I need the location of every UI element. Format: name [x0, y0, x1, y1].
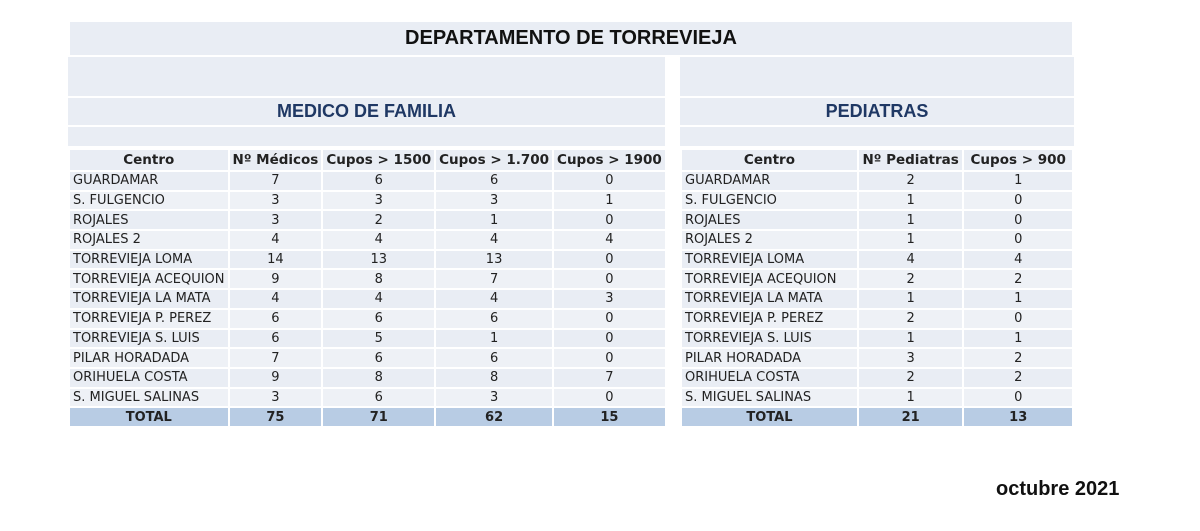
- value-cell: 0: [963, 191, 1073, 211]
- value-cell: 6: [229, 309, 323, 329]
- value-cell: 3: [229, 191, 323, 211]
- column-header: Centro: [681, 149, 858, 171]
- centro-cell: S. MIGUEL SALINAS: [681, 388, 858, 408]
- table-row: [69, 191, 666, 211]
- table-row: [681, 329, 1073, 349]
- value-cell: 0: [963, 210, 1073, 230]
- table-row: [69, 171, 666, 191]
- table-row: [681, 309, 1073, 329]
- value-cell: 3: [435, 388, 553, 408]
- table-row: [681, 191, 1073, 211]
- value-cell: 14: [229, 250, 323, 270]
- centro-cell: ROJALES: [69, 210, 229, 230]
- value-cell: 0: [553, 388, 666, 408]
- centro-cell: TOTAL: [681, 407, 858, 427]
- spacer: [680, 57, 1074, 98]
- department-title: DEPARTAMENTO DE TORREVIEJA: [70, 22, 1072, 57]
- value-cell: 4: [963, 250, 1073, 270]
- total-row: [69, 407, 666, 427]
- centro-cell: TORREVIEJA S. LUIS: [69, 329, 229, 349]
- centro-cell: ROJALES 2: [69, 230, 229, 250]
- value-cell: 1: [963, 171, 1073, 191]
- centro-cell: TORREVIEJA ACEQUION: [69, 269, 229, 289]
- value-cell: 2: [963, 348, 1073, 368]
- table-row: [681, 230, 1073, 250]
- table-row: [69, 269, 666, 289]
- value-cell: 8: [322, 269, 435, 289]
- table-row: [69, 210, 666, 230]
- table-row: [681, 289, 1073, 309]
- table-row: [681, 269, 1073, 289]
- value-cell: 0: [553, 309, 666, 329]
- value-cell: 2: [963, 368, 1073, 388]
- spacer: [68, 127, 665, 148]
- value-cell: 6: [435, 348, 553, 368]
- value-cell: 6: [435, 171, 553, 191]
- value-cell: 1: [858, 191, 964, 211]
- value-cell: 4: [322, 289, 435, 309]
- value-cell: 9: [229, 368, 323, 388]
- value-cell: 3: [229, 210, 323, 230]
- medico-table: [68, 148, 667, 428]
- value-cell: 7: [435, 269, 553, 289]
- value-cell: 2: [858, 309, 964, 329]
- value-cell: 3: [322, 191, 435, 211]
- table-row: [681, 171, 1073, 191]
- value-cell: 7: [229, 348, 323, 368]
- value-cell: 75: [229, 407, 323, 427]
- value-cell: 3: [553, 289, 666, 309]
- value-cell: 0: [963, 309, 1073, 329]
- centro-cell: TORREVIEJA LOMA: [681, 250, 858, 270]
- column-header: Centro: [69, 149, 229, 171]
- value-cell: 7: [553, 368, 666, 388]
- value-cell: 6: [322, 309, 435, 329]
- centro-cell: PILAR HORADADA: [681, 348, 858, 368]
- value-cell: 1: [858, 329, 964, 349]
- value-cell: 6: [229, 329, 323, 349]
- value-cell: 1: [963, 329, 1073, 349]
- centro-cell: TOTAL: [69, 407, 229, 427]
- value-cell: 0: [553, 269, 666, 289]
- table-row: [69, 329, 666, 349]
- column-header: Nº Pediatras: [858, 149, 964, 171]
- centro-cell: TORREVIEJA LA MATA: [681, 289, 858, 309]
- pediatras-panel: [680, 57, 1074, 428]
- medico-section-title: MEDICO DE FAMILIA: [68, 98, 665, 127]
- pediatras-section-title: PEDIATRAS: [680, 98, 1074, 127]
- centro-cell: ORIHUELA COSTA: [681, 368, 858, 388]
- centro-cell: TORREVIEJA LOMA: [69, 250, 229, 270]
- value-cell: 2: [858, 269, 964, 289]
- pediatras-table: [680, 148, 1074, 428]
- table-row: [681, 388, 1073, 408]
- table-row: [69, 388, 666, 408]
- value-cell: 2: [858, 171, 964, 191]
- table-row: [681, 368, 1073, 388]
- value-cell: 7: [229, 171, 323, 191]
- value-cell: 8: [322, 368, 435, 388]
- table-row: [69, 368, 666, 388]
- value-cell: 13: [435, 250, 553, 270]
- value-cell: 4: [435, 289, 553, 309]
- value-cell: 6: [322, 171, 435, 191]
- value-cell: 0: [553, 171, 666, 191]
- value-cell: 2: [858, 368, 964, 388]
- value-cell: 1: [553, 191, 666, 211]
- value-cell: 6: [435, 309, 553, 329]
- value-cell: 3: [435, 191, 553, 211]
- header-row: [69, 149, 666, 171]
- centro-cell: ROJALES 2: [681, 230, 858, 250]
- centro-cell: TORREVIEJA LA MATA: [69, 289, 229, 309]
- centro-cell: GUARDAMAR: [681, 171, 858, 191]
- value-cell: 71: [322, 407, 435, 427]
- centro-cell: ORIHUELA COSTA: [69, 368, 229, 388]
- value-cell: 1: [435, 210, 553, 230]
- value-cell: 3: [229, 388, 323, 408]
- centro-cell: ROJALES: [681, 210, 858, 230]
- value-cell: 4: [435, 230, 553, 250]
- value-cell: 13: [322, 250, 435, 270]
- value-cell: 0: [963, 230, 1073, 250]
- table-row: [681, 348, 1073, 368]
- table-row: [69, 348, 666, 368]
- centro-cell: TORREVIEJA S. LUIS: [681, 329, 858, 349]
- spacer: [680, 127, 1074, 148]
- value-cell: 0: [553, 210, 666, 230]
- value-cell: 4: [229, 230, 323, 250]
- centro-cell: GUARDAMAR: [69, 171, 229, 191]
- value-cell: 15: [553, 407, 666, 427]
- table-row: [681, 210, 1073, 230]
- medico-familia-panel: [68, 57, 665, 428]
- centro-cell: TORREVIEJA ACEQUION: [681, 269, 858, 289]
- column-header: Cupos > 1500: [322, 149, 435, 171]
- value-cell: 6: [322, 348, 435, 368]
- spacer: [68, 57, 665, 98]
- footer-date: octubre 2021: [996, 478, 1120, 500]
- table-row: [69, 309, 666, 329]
- value-cell: 8: [435, 368, 553, 388]
- value-cell: 21: [858, 407, 964, 427]
- column-header: Cupos > 1.700: [435, 149, 553, 171]
- value-cell: 1: [963, 289, 1073, 309]
- total-row: [681, 407, 1073, 427]
- value-cell: 1: [858, 289, 964, 309]
- centro-cell: PILAR HORADADA: [69, 348, 229, 368]
- value-cell: 2: [963, 269, 1073, 289]
- table-row: [681, 250, 1073, 270]
- table-row: [69, 250, 666, 270]
- value-cell: 1: [858, 210, 964, 230]
- centro-cell: S. MIGUEL SALINAS: [69, 388, 229, 408]
- value-cell: 5: [322, 329, 435, 349]
- value-cell: 0: [553, 329, 666, 349]
- value-cell: 1: [858, 230, 964, 250]
- value-cell: 0: [963, 388, 1073, 408]
- value-cell: 4: [229, 289, 323, 309]
- table-row: [69, 289, 666, 309]
- value-cell: 9: [229, 269, 323, 289]
- header-row: [681, 149, 1073, 171]
- centro-cell: TORREVIEJA P. PEREZ: [69, 309, 229, 329]
- value-cell: 4: [858, 250, 964, 270]
- value-cell: 0: [553, 250, 666, 270]
- value-cell: 13: [963, 407, 1073, 427]
- column-header: Cupos > 1900: [553, 149, 666, 171]
- centro-cell: S. FULGENCIO: [69, 191, 229, 211]
- table-row: [69, 230, 666, 250]
- value-cell: 1: [435, 329, 553, 349]
- value-cell: 1: [858, 388, 964, 408]
- value-cell: 2: [322, 210, 435, 230]
- value-cell: 4: [553, 230, 666, 250]
- value-cell: 62: [435, 407, 553, 427]
- column-header: Nº Médicos: [229, 149, 323, 171]
- centro-cell: TORREVIEJA P. PEREZ: [681, 309, 858, 329]
- value-cell: 4: [322, 230, 435, 250]
- value-cell: 0: [553, 348, 666, 368]
- column-header: Cupos > 900: [963, 149, 1073, 171]
- value-cell: 3: [858, 348, 964, 368]
- value-cell: 6: [322, 388, 435, 408]
- centro-cell: S. FULGENCIO: [681, 191, 858, 211]
